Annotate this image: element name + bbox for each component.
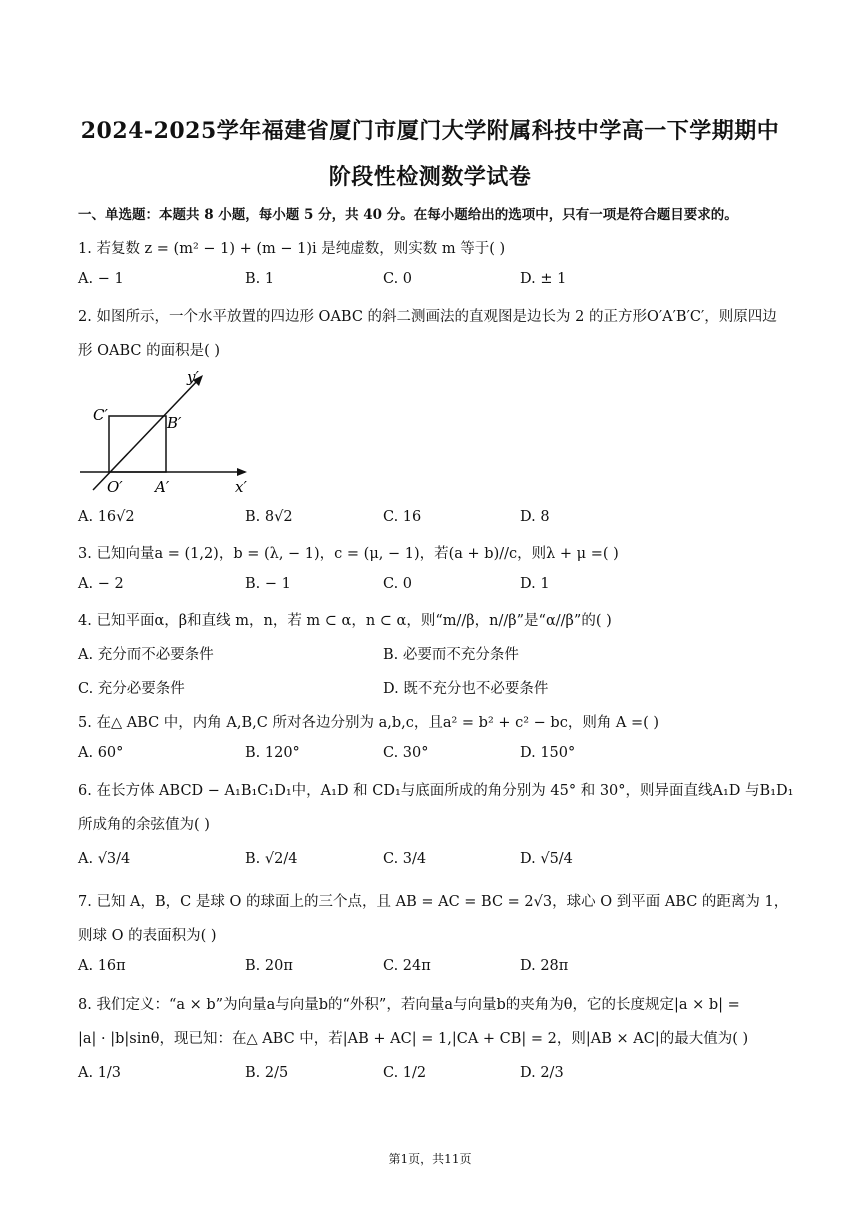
question-5-option-a[interactable]: A. 60° [78,745,124,761]
question-3-option-b[interactable]: B. − 1 [245,576,291,592]
label-x-prime: x′ [235,478,247,496]
question-1-option-a[interactable]: A. − 1 [78,271,124,287]
x-axis-arrow [237,468,247,476]
question-7-stem-line2: 则球 O 的表面积为( ) [78,928,217,944]
question-7-option-c[interactable]: C. 24π [383,958,431,974]
question-3-option-d[interactable]: D. 1 [520,576,550,592]
question-5-option-b[interactable]: B. 120° [245,745,300,761]
question-6-stem-line2: 所成角的余弦值为( ) [78,817,210,833]
question-2-option-d[interactable]: D. 8 [520,509,550,525]
label-c-prime: C′ [93,406,108,424]
question-4-option-a[interactable]: A. 充分而不必要条件 [78,647,214,663]
question-8-option-d[interactable]: D. 2/3 [520,1065,564,1081]
question-7-stem-line1: 7. 已知 A，B，C 是球 O 的球面上的三个点，且 AB = AC = BC = 2√3，球心 O 到平面 ABC 的距离为 1， [78,894,789,910]
question-1-option-d[interactable]: D. ± 1 [520,271,567,287]
question-4-stem: 4. 已知平面α，β和直线 m，n，若 m ⊂ α，n ⊂ α，则“m//β，n//β”是“α//β”的( ) [78,613,612,629]
question-2-stem-line1: 2. 如图所示，一个水平放置的四边形 OABC 的斜二测画法的直观图是边长为 2 的正方形O′A′B′C′，则原四边 [78,309,777,325]
question-1-option-c[interactable]: C. 0 [383,271,413,287]
question-1-option-b[interactable]: B. 1 [245,271,275,287]
question-3-option-a[interactable]: A. − 2 [78,576,124,592]
question-6-option-a[interactable]: A. √3/4 [78,851,131,867]
question-2-stem-line2: 形 OABC 的面积是( ) [78,343,221,359]
question-4-option-b[interactable]: B. 必要而不充分条件 [383,647,519,663]
question-8-option-a[interactable]: A. 1/3 [78,1065,122,1081]
question-3-stem: 3. 已知向量a = (1,2)，b = (λ, − 1)，c = (μ, − 1)，若(a + b)//c，则λ + μ =( ) [78,546,619,562]
question-4-option-d[interactable]: D. 既不充分也不必要条件 [383,681,549,697]
question-3-option-c[interactable]: C. 0 [383,576,413,592]
section-heading-single-choice: 一、单选题：本题共 8 小题，每小题 5 分，共 40 分。在每小题给出的选项中，只有一项是符合题目要求的。 [78,207,738,223]
page-footer: 第1页，共11页 [388,1152,472,1166]
question-8-option-c[interactable]: C. 1/2 [383,1065,427,1081]
question-2-option-c[interactable]: C. 16 [383,509,422,525]
question-5-option-c[interactable]: C. 30° [383,745,429,761]
question-1-stem: 1. 若复数 z = (m² − 1) + (m − 1)i 是纯虚数，则实数 m 等于( ) [78,241,506,257]
question-2-figure [75,366,265,496]
exam-title-line1: 2024-2025学年福建省厦门市厦门大学附属科技中学高一下学期期中 [80,118,780,144]
label-y-prime: y′ [187,368,199,386]
question-5-option-d[interactable]: D. 150° [520,745,576,761]
question-7-option-a[interactable]: A. 16π [78,958,126,974]
question-7-option-d[interactable]: D. 28π [520,958,569,974]
question-8-stem-line2: |a| · |b|sinθ，现已知：在△ ABC 中，若|AB + AC| = 1,|CA + CB| = 2，则|AB × AC|的最大值为( ) [78,1031,749,1047]
question-6-option-c[interactable]: C. 3/4 [383,851,427,867]
label-b-prime: B′ [167,414,182,432]
question-4-option-c[interactable]: C. 充分必要条件 [78,681,185,697]
label-a-prime: A′ [155,478,170,496]
question-6-option-b[interactable]: B. √2/4 [245,851,298,867]
question-5-stem: 5. 在△ ABC 中，内角 A,B,C 所对各边分别为 a,b,c，且a² = b² + c² − bc，则角 A =( ) [78,715,660,731]
question-8-option-b[interactable]: B. 2/5 [245,1065,289,1081]
exam-title-line2: 阶段性检测数学试卷 [328,164,532,190]
question-6-stem-line1: 6. 在长方体 ABCD − A₁B₁C₁D₁中，A₁D 和 CD₁与底面所成的角分别为 45° 和 30°，则异面直线A₁D 与B₁D₁ [78,783,794,799]
question-2-option-a[interactable]: A. 16√2 [78,509,135,525]
question-7-option-b[interactable]: B. 20π [245,958,293,974]
question-8-stem-line1: 8. 我们定义：“a × b”为向量a与向量b的“外积”，若向量a与向量b的夹角为θ，它的长度规定|a × b| = [78,997,740,1013]
question-2-option-b[interactable]: B. 8√2 [245,509,293,525]
question-6-option-d[interactable]: D. √5/4 [520,851,573,867]
label-o-prime: O′ [107,478,123,496]
